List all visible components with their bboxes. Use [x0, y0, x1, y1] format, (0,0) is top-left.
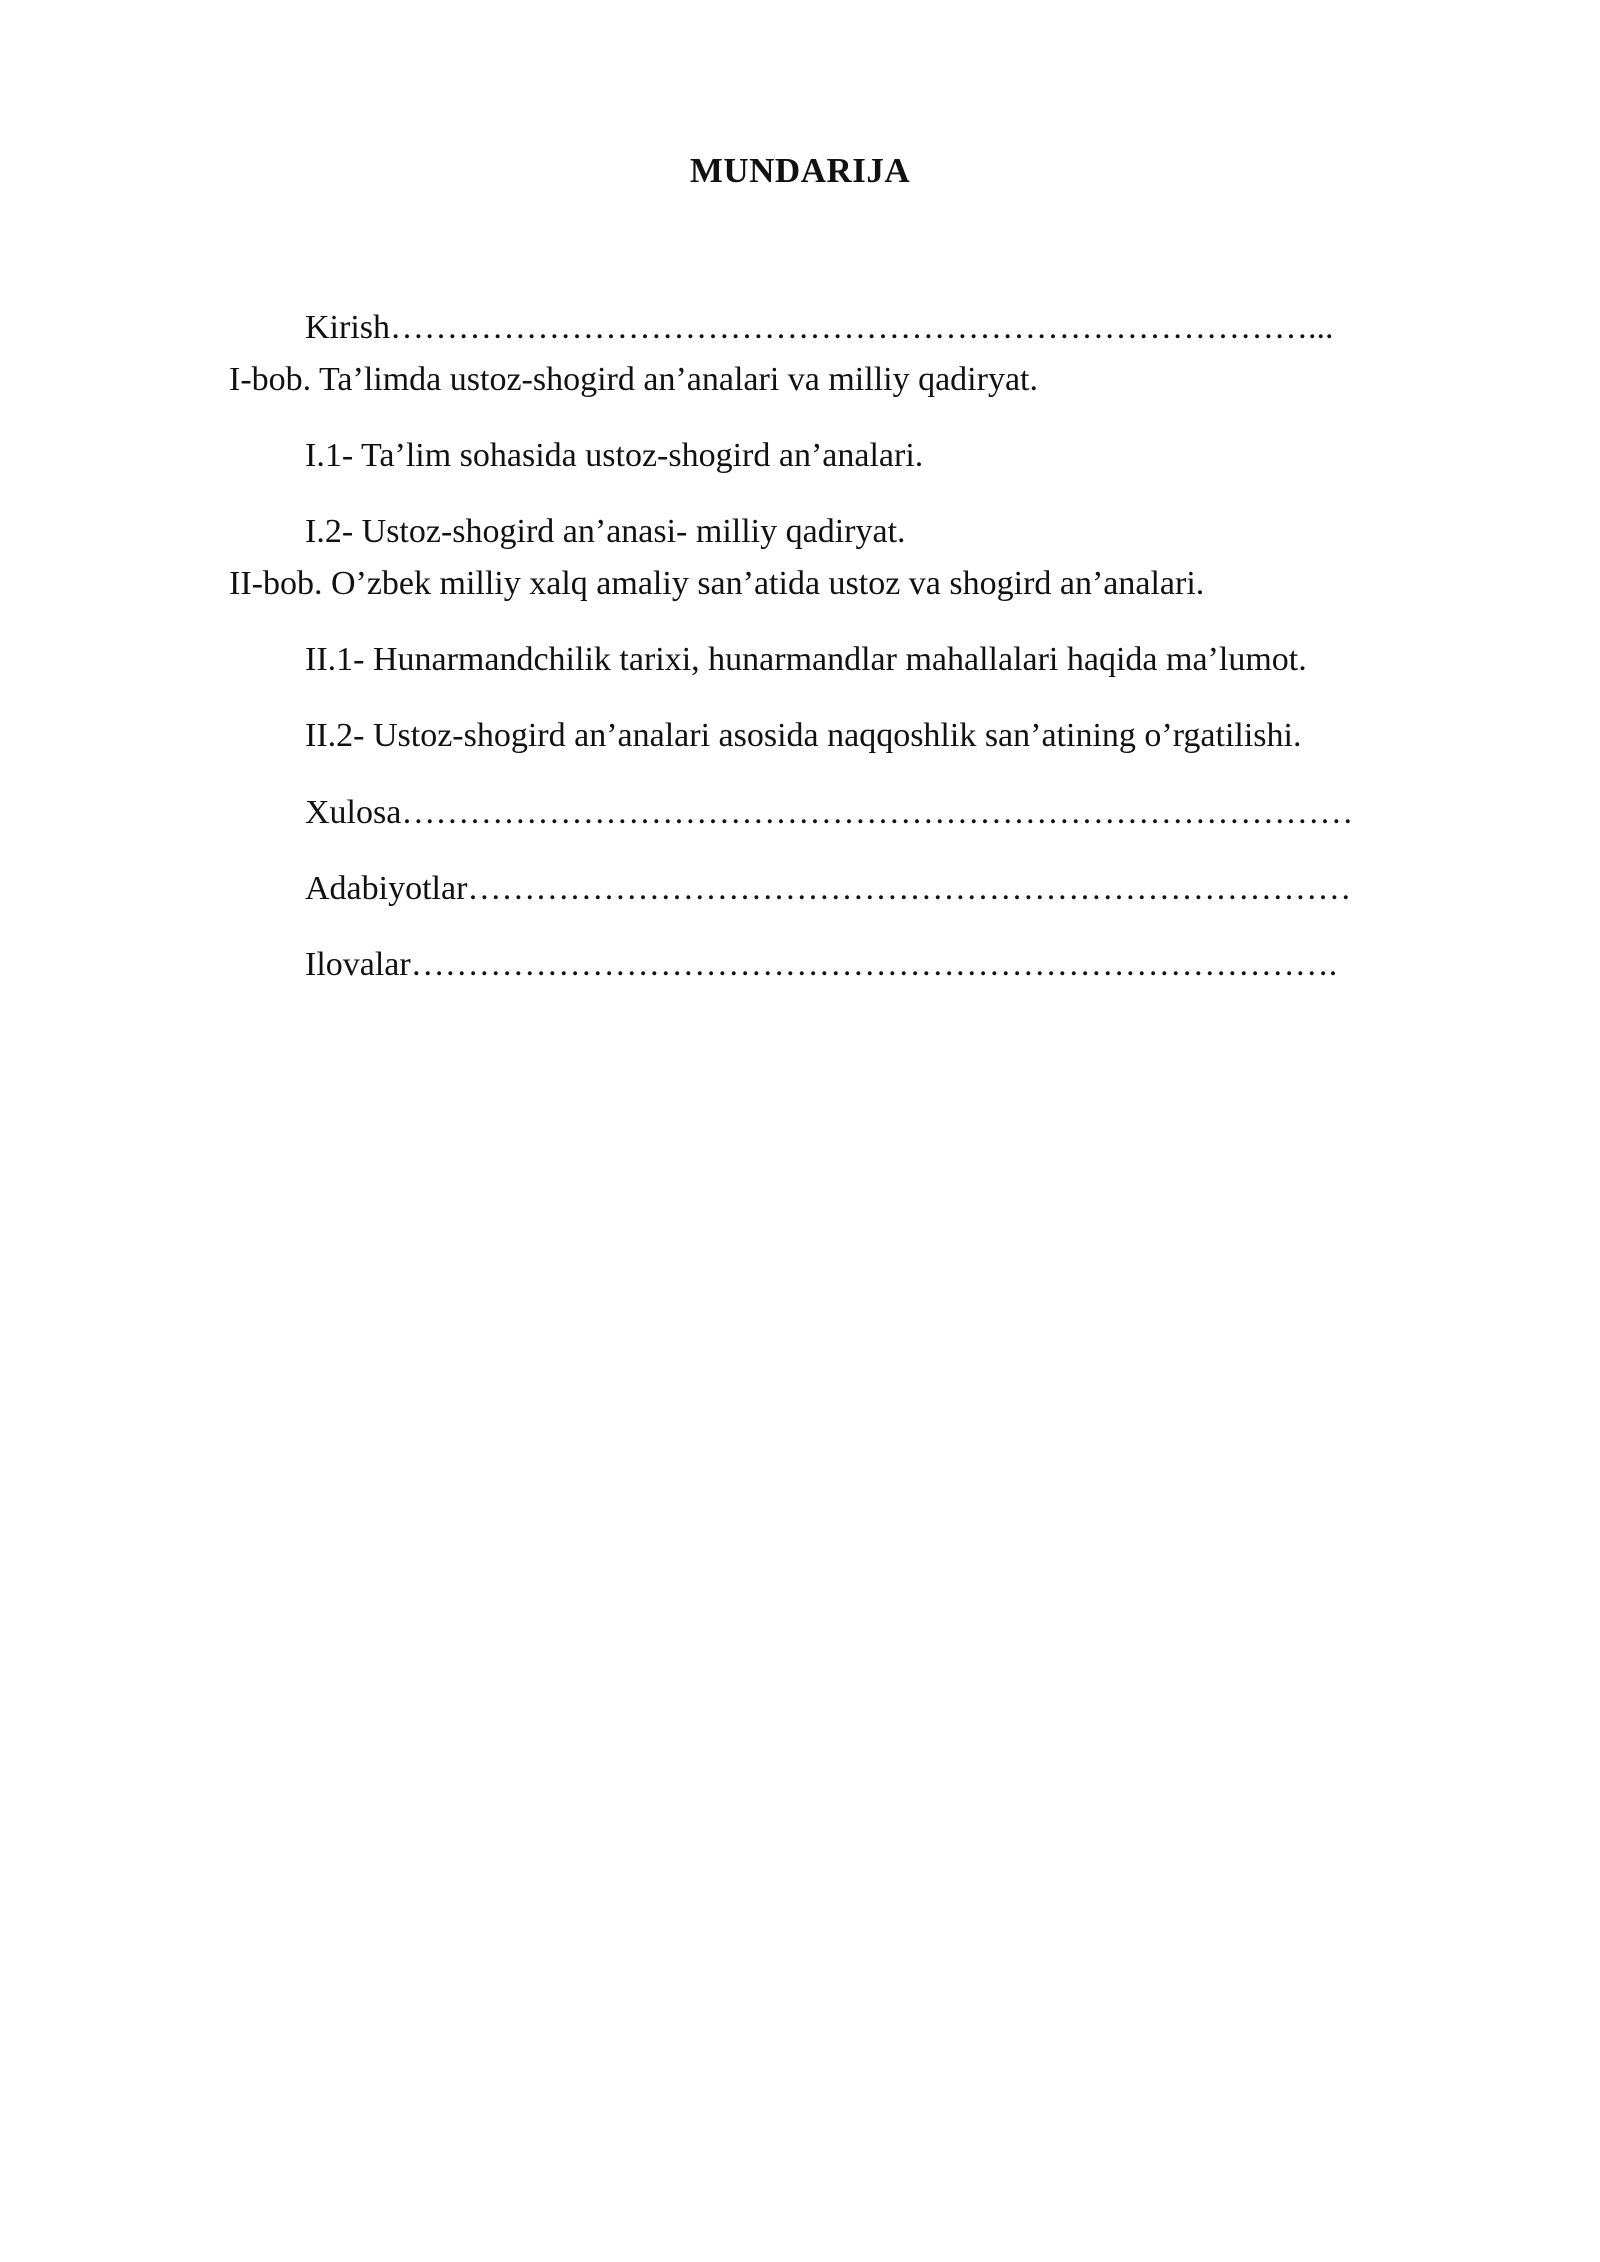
- toc-item-ilovalar: Ilovalar……………………………………………………………………….: [305, 946, 1338, 983]
- toc-item-xulosa: Xulosa…………………………………………………………………………: [305, 794, 1354, 831]
- page-title: MUNDARIJA: [689, 151, 911, 190]
- toc-item-1-1: I.1- Ta’lim sohasida ustoz-shogird an’analari.: [305, 437, 924, 474]
- toc-chapter-2: II-bob. O’zbek milliy xalq amaliy san’atida ustoz va shogird an’analari.: [229, 565, 1205, 602]
- toc-item-2-2: II.2- Ustoz-shogird an’analari asosida naqqoshlik san’atining o’rgatilishi.: [305, 717, 1302, 754]
- toc-item-adabiyotlar: Adabiyotlar……………………………………………………………………: [305, 870, 1352, 907]
- toc-item-2-1: II.1- Hunarmandchilik tarixi, hunarmandlar mahallalari haqida ma’lumot.: [305, 641, 1307, 678]
- toc-item-1-2: I.2- Ustoz-shogird an’anasi- milliy qadiryat.: [305, 513, 906, 550]
- toc-item-kirish: Kirish………………………………………………………………………...: [305, 309, 1334, 346]
- toc-chapter-1: I-bob. Ta’limda ustoz-shogird an’analari va milliy qadiryat.: [229, 361, 1038, 398]
